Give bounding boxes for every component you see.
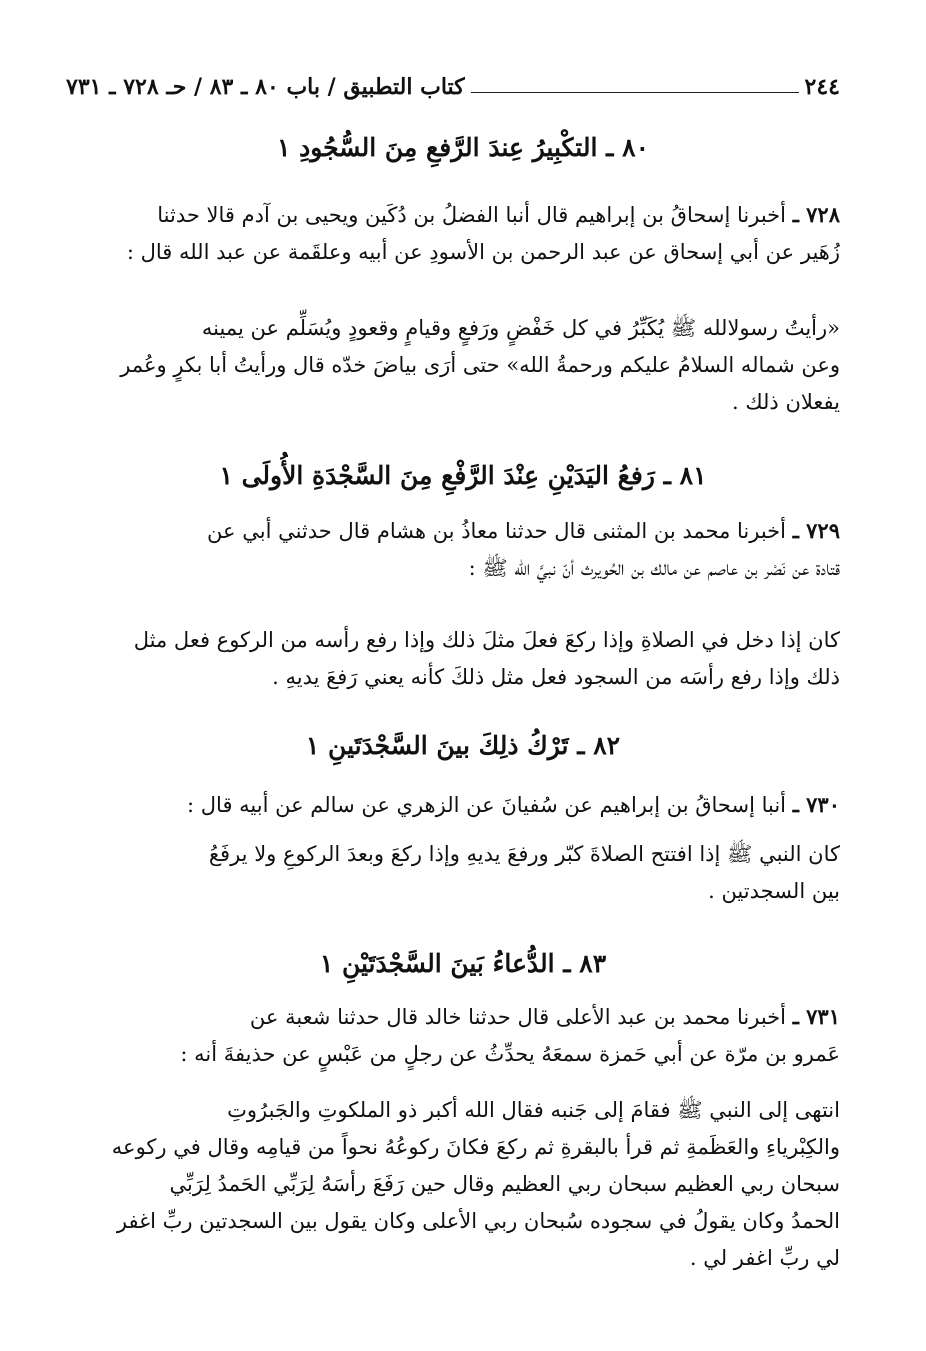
matn-line: «رأيتُ رسولالله ﷺ يُكَبِّرُ في كل خَفْضٍ ورَفعٍ وقيامٍ وقعودٍ ويُسَلِّم عن يمينه (201, 316, 840, 340)
hadith-731-isnad (66, 998, 840, 1073)
matn-line: الحمدُ وكان يقولُ في سجوده سُبحان ربي الأعلى وكان يقول بين السجدتين ربِّ اغفر (116, 1209, 840, 1233)
page-number: ٢٤٤ (804, 74, 840, 100)
hadith-729-matn (66, 622, 840, 696)
matn-line: ذلك وإذا رفع رأسَه من السجود فعل مثل ذلكَ كأنه يعني رَفعَ يديهِ . (272, 665, 840, 689)
page-header (66, 72, 840, 102)
hadith-728-matn (66, 310, 840, 421)
matn-line: والكِبْرياءِ والعَظَمةِ ثم قرأ بالبقرةِ ثم ركعَ فكانَ ركوعُهُ نحواً من قيامِه وقال في ركوعه (111, 1135, 840, 1159)
isnad-line: ٧٢٨ ـ أخبرنا إسحاقُ بن إبراهيم قال أنبا الفضلُ بن دُكَين ويحيى بن آدم قالا حدثنا (157, 202, 840, 227)
chapter-heading-82: ٨٢ ـ تَرْكُ ذلِكَ بينَ السَّجْدَتَينِ ١ (305, 731, 621, 760)
hadith-731-matn (66, 1092, 840, 1277)
chapter-heading-81: ٨١ ـ رَفعُ اليَدَيْنِ عِنْدَ الرَّفْعِ مِنَ السَّجْدَةِ الأُولَى ١ (219, 461, 707, 490)
matn-line: انتهى إلى النبي ﷺ فقامَ إلى جَنبه فقال الله أكبر ذو الملكوتِ والجَبرُوتِ (227, 1098, 840, 1122)
hadith-number: ٧٣٠ ـ (792, 792, 840, 817)
matn-line: كان إذا دخل في الصلاةِ وإذا ركعَ فعلَ مثلَ ذلك وإذا رفع رأسه من الركوع فعل مثل (133, 628, 840, 652)
isnad-line: ٧٢٩ ـ أخبرنا محمد بن المثنى قال حدثنا معاذُ بن هشام قال حدثني أبي عن (207, 518, 840, 543)
matn-line: وعن شماله السلامُ عليكم ورحمةُ الله» حتى أرَى بياضَ خدّه قال ورأيتُ أبا بكرٍ وعُمر (120, 353, 840, 377)
isnad-line: ٧٣١ ـ أخبرنا محمد بن عبد الأعلى قال حدثنا خالد قال حدثنا شعبة عن (249, 1004, 840, 1029)
matn-line: سبحان ربي العظيم سبحان ربي العظيم وقال حين رَفَعَ رأسَهُ لِرَبِّي الحَمدُ لِرَبِّي (169, 1172, 840, 1196)
matn-line: كان النبي ﷺ إذا افتتح الصلاةَ كبّر ورفعَ يديهِ وإذا ركعَ وبعدَ الركوعِ ولا يرفَعُ (208, 842, 840, 866)
hadith-number: ٧٢٨ ـ (792, 202, 840, 227)
chapter-heading-80: ٨٠ ـ التكْبِيرُ عِندَ الرَّفعِ مِنَ السُّجُودِ ١ (276, 133, 649, 162)
isnad-line: عَمرو بن مرّة عن أبي حَمزة سمعَهُ يحدِّثُ عن رجلٍ من عَبْسٍ عن حذيفةَ أنه : (180, 1042, 840, 1066)
hadith-number: ٧٣١ ـ (792, 1004, 840, 1029)
hadith-number: ٧٢٩ ـ (792, 518, 840, 543)
matn-line: يفعلان ذلك . (731, 390, 840, 414)
isnad-line: قتادة عن نَصْر بن عاصم عن مالك بن الحُويرث أنّ نبيَّ الله ﷺ : (468, 556, 840, 580)
matn-line: لي ربِّ اغفر لي . (689, 1246, 840, 1270)
hadith-729-isnad (66, 512, 840, 587)
matn-line: بين السجدتين . (708, 879, 840, 903)
hadith-728-isnad (66, 196, 840, 271)
header-rule (471, 92, 799, 93)
isnad-line: ٧٣٠ ـ أنبا إسحاقُ بن إبراهيم عن سُفيانَ عن الزهري عن سالم عن أبيه قال : (187, 792, 840, 817)
hadith-730-matn (66, 836, 840, 910)
chapter-heading-83: ٨٣ ـ الدُّعاءُ بَينَ السَّجْدَتَيْنِ ١ (319, 949, 607, 978)
isnad-line: زُهَير عن أبي إسحاق عن عبد الرحمن بن الأسودِ عن أبيه وعلقَمة عن عبد الله قال : (126, 240, 840, 264)
running-title: كتاب التطبيق / باب ٨٠ ـ ٨٣ / حـ ٧٢٨ ـ ٧٣١ (66, 74, 465, 100)
hadith-730-isnad (66, 786, 840, 824)
